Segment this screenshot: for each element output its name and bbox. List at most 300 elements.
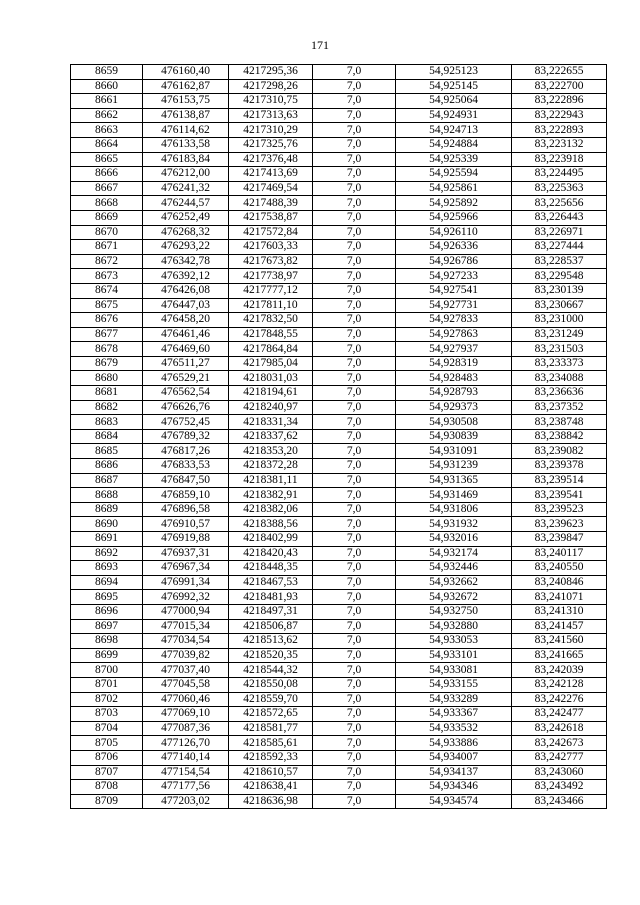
point-number-cell: 8685 [71, 444, 143, 459]
longitude-cell: 83,239623 [512, 517, 607, 532]
x-coordinate-cell: 477060,46 [143, 692, 229, 707]
latitude-cell: 54,927863 [396, 327, 512, 342]
table-row [71, 765, 607, 780]
point-number-cell: 8661 [71, 94, 143, 109]
point-number-cell: 8660 [71, 79, 143, 94]
latitude-cell: 54,931365 [396, 473, 512, 488]
point-number-cell: 8708 [71, 780, 143, 795]
latitude-cell: 54,931091 [396, 444, 512, 459]
point-number-cell: 8672 [71, 254, 143, 269]
point-number-cell: 8700 [71, 663, 143, 678]
longitude-cell: 83,228537 [512, 254, 607, 269]
table-row [71, 750, 607, 765]
longitude-cell: 83,231503 [512, 342, 607, 357]
y-coordinate-cell: 4217673,82 [229, 254, 313, 269]
point-number-cell: 8694 [71, 575, 143, 590]
longitude-cell: 83,238748 [512, 415, 607, 430]
x-coordinate-cell: 476241,32 [143, 181, 229, 196]
latitude-cell: 54,927731 [396, 298, 512, 313]
x-coordinate-cell: 476162,87 [143, 79, 229, 94]
point-number-cell: 8689 [71, 502, 143, 517]
table-row [71, 269, 607, 284]
longitude-cell: 83,222700 [512, 79, 607, 94]
latitude-cell: 54,933101 [396, 648, 512, 663]
x-coordinate-cell: 476426,08 [143, 283, 229, 298]
x-coordinate-cell: 476529,21 [143, 371, 229, 386]
y-coordinate-cell: 4218559,70 [229, 692, 313, 707]
point-number-cell: 8663 [71, 123, 143, 138]
latitude-cell: 54,924884 [396, 137, 512, 152]
longitude-cell: 83,242673 [512, 736, 607, 751]
longitude-cell: 83,240846 [512, 575, 607, 590]
x-coordinate-cell: 476114,62 [143, 123, 229, 138]
x-coordinate-cell: 477203,02 [143, 794, 229, 809]
table-row [71, 79, 607, 94]
y-coordinate-cell: 4217469,54 [229, 181, 313, 196]
latitude-cell: 54,933053 [396, 634, 512, 649]
longitude-cell: 83,225363 [512, 181, 607, 196]
y-coordinate-cell: 4217777,12 [229, 283, 313, 298]
x-coordinate-cell: 477154,54 [143, 765, 229, 780]
point-number-cell: 8703 [71, 707, 143, 722]
point-number-cell: 8706 [71, 750, 143, 765]
y-coordinate-cell: 4217310,75 [229, 94, 313, 109]
value-cell: 7,0 [313, 181, 396, 196]
value-cell: 7,0 [313, 794, 396, 809]
y-coordinate-cell: 4218382,06 [229, 502, 313, 517]
table-row [71, 65, 607, 80]
point-number-cell: 8666 [71, 167, 143, 182]
longitude-cell: 83,222896 [512, 94, 607, 109]
x-coordinate-cell: 477177,56 [143, 780, 229, 795]
value-cell: 7,0 [313, 736, 396, 751]
table-row [71, 707, 607, 722]
table-row [71, 794, 607, 809]
value-cell: 7,0 [313, 400, 396, 415]
x-coordinate-cell: 476910,57 [143, 517, 229, 532]
value-cell: 7,0 [313, 386, 396, 401]
latitude-cell: 54,925145 [396, 79, 512, 94]
longitude-cell: 83,242276 [512, 692, 607, 707]
longitude-cell: 83,241310 [512, 604, 607, 619]
latitude-cell: 54,930839 [396, 429, 512, 444]
value-cell: 7,0 [313, 210, 396, 225]
y-coordinate-cell: 4217325,76 [229, 137, 313, 152]
longitude-cell: 83,242777 [512, 750, 607, 765]
latitude-cell: 54,931806 [396, 502, 512, 517]
x-coordinate-cell: 477015,34 [143, 619, 229, 634]
y-coordinate-cell: 4217488,39 [229, 196, 313, 211]
y-coordinate-cell: 4217603,33 [229, 240, 313, 255]
longitude-cell: 83,226971 [512, 225, 607, 240]
latitude-cell: 54,928793 [396, 386, 512, 401]
value-cell: 7,0 [313, 707, 396, 722]
value-cell: 7,0 [313, 488, 396, 503]
value-cell: 7,0 [313, 429, 396, 444]
point-number-cell: 8686 [71, 459, 143, 474]
value-cell: 7,0 [313, 298, 396, 313]
latitude-cell: 54,933081 [396, 663, 512, 678]
value-cell: 7,0 [313, 648, 396, 663]
x-coordinate-cell: 476160,40 [143, 65, 229, 80]
value-cell: 7,0 [313, 663, 396, 678]
longitude-cell: 83,230139 [512, 283, 607, 298]
y-coordinate-cell: 4217811,10 [229, 298, 313, 313]
table-row [71, 634, 607, 649]
longitude-cell: 83,233373 [512, 356, 607, 371]
table-row [71, 181, 607, 196]
x-coordinate-cell: 477069,10 [143, 707, 229, 722]
y-coordinate-cell: 4218638,41 [229, 780, 313, 795]
point-number-cell: 8673 [71, 269, 143, 284]
y-coordinate-cell: 4217313,63 [229, 108, 313, 123]
point-number-cell: 8662 [71, 108, 143, 123]
y-coordinate-cell: 4218331,34 [229, 415, 313, 430]
longitude-cell: 83,241665 [512, 648, 607, 663]
x-coordinate-cell: 476626,76 [143, 400, 229, 415]
value-cell: 7,0 [313, 240, 396, 255]
point-number-cell: 8702 [71, 692, 143, 707]
x-coordinate-cell: 476268,32 [143, 225, 229, 240]
longitude-cell: 83,239082 [512, 444, 607, 459]
longitude-cell: 83,242477 [512, 707, 607, 722]
table-row [71, 444, 607, 459]
value-cell: 7,0 [313, 677, 396, 692]
table-row [71, 356, 607, 371]
x-coordinate-cell: 476511,27 [143, 356, 229, 371]
x-coordinate-cell: 476833,53 [143, 459, 229, 474]
table-row [71, 473, 607, 488]
x-coordinate-cell: 476392,12 [143, 269, 229, 284]
value-cell: 7,0 [313, 269, 396, 284]
y-coordinate-cell: 4218031,03 [229, 371, 313, 386]
latitude-cell: 54,927833 [396, 313, 512, 328]
y-coordinate-cell: 4218467,53 [229, 575, 313, 590]
value-cell: 7,0 [313, 517, 396, 532]
value-cell: 7,0 [313, 590, 396, 605]
point-number-cell: 8699 [71, 648, 143, 663]
value-cell: 7,0 [313, 108, 396, 123]
table-row [71, 604, 607, 619]
latitude-cell: 54,933289 [396, 692, 512, 707]
longitude-cell: 83,239847 [512, 532, 607, 547]
table-row [71, 137, 607, 152]
table-row [71, 575, 607, 590]
latitude-cell: 54,931239 [396, 459, 512, 474]
x-coordinate-cell: 477039,82 [143, 648, 229, 663]
table-row [71, 488, 607, 503]
longitude-cell: 83,243466 [512, 794, 607, 809]
y-coordinate-cell: 4217538,87 [229, 210, 313, 225]
value-cell: 7,0 [313, 415, 396, 430]
value-cell: 7,0 [313, 313, 396, 328]
longitude-cell: 83,237352 [512, 400, 607, 415]
page-number: 171 [311, 38, 329, 52]
table-row [71, 459, 607, 474]
y-coordinate-cell: 4218544,32 [229, 663, 313, 678]
latitude-cell: 54,931469 [396, 488, 512, 503]
longitude-cell: 83,241560 [512, 634, 607, 649]
table-row [71, 648, 607, 663]
y-coordinate-cell: 4218388,56 [229, 517, 313, 532]
table-row [71, 517, 607, 532]
x-coordinate-cell: 477087,36 [143, 721, 229, 736]
y-coordinate-cell: 4218581,77 [229, 721, 313, 736]
point-number-cell: 8677 [71, 327, 143, 342]
point-number-cell: 8682 [71, 400, 143, 415]
table-row [71, 210, 607, 225]
longitude-cell: 83,230667 [512, 298, 607, 313]
point-number-cell: 8670 [71, 225, 143, 240]
table-row [71, 152, 607, 167]
y-coordinate-cell: 4217848,55 [229, 327, 313, 342]
latitude-cell: 54,932446 [396, 561, 512, 576]
point-number-cell: 8680 [71, 371, 143, 386]
x-coordinate-cell: 476937,31 [143, 546, 229, 561]
point-number-cell: 8698 [71, 634, 143, 649]
x-coordinate-cell: 477140,14 [143, 750, 229, 765]
table-row [71, 692, 607, 707]
longitude-cell: 83,225656 [512, 196, 607, 211]
latitude-cell: 54,925966 [396, 210, 512, 225]
coordinates-table-body [71, 65, 607, 809]
table-row [71, 167, 607, 182]
x-coordinate-cell: 476752,45 [143, 415, 229, 430]
value-cell: 7,0 [313, 634, 396, 649]
y-coordinate-cell: 4218240,97 [229, 400, 313, 415]
point-number-cell: 8709 [71, 794, 143, 809]
x-coordinate-cell: 476919,88 [143, 532, 229, 547]
x-coordinate-cell: 477000,94 [143, 604, 229, 619]
point-number-cell: 8681 [71, 386, 143, 401]
value-cell: 7,0 [313, 283, 396, 298]
y-coordinate-cell: 4218550,08 [229, 677, 313, 692]
value-cell: 7,0 [313, 196, 396, 211]
point-number-cell: 8701 [71, 677, 143, 692]
point-number-cell: 8695 [71, 590, 143, 605]
longitude-cell: 83,222655 [512, 65, 607, 80]
x-coordinate-cell: 476153,75 [143, 94, 229, 109]
y-coordinate-cell: 4218610,57 [229, 765, 313, 780]
value-cell: 7,0 [313, 619, 396, 634]
latitude-cell: 54,930508 [396, 415, 512, 430]
point-number-cell: 8696 [71, 604, 143, 619]
latitude-cell: 54,925064 [396, 94, 512, 109]
point-number-cell: 8704 [71, 721, 143, 736]
x-coordinate-cell: 476458,20 [143, 313, 229, 328]
point-number-cell: 8688 [71, 488, 143, 503]
table-row [71, 736, 607, 751]
latitude-cell: 54,932880 [396, 619, 512, 634]
latitude-cell: 54,928319 [396, 356, 512, 371]
y-coordinate-cell: 4217298,26 [229, 79, 313, 94]
table-row [71, 677, 607, 692]
y-coordinate-cell: 4218592,33 [229, 750, 313, 765]
x-coordinate-cell: 477045,58 [143, 677, 229, 692]
latitude-cell: 54,925339 [396, 152, 512, 167]
value-cell: 7,0 [313, 502, 396, 517]
table-row [71, 532, 607, 547]
latitude-cell: 54,933367 [396, 707, 512, 722]
x-coordinate-cell: 476342,78 [143, 254, 229, 269]
longitude-cell: 83,243060 [512, 765, 607, 780]
latitude-cell: 54,932016 [396, 532, 512, 547]
point-number-cell: 8667 [71, 181, 143, 196]
longitude-cell: 83,242039 [512, 663, 607, 678]
latitude-cell: 54,926336 [396, 240, 512, 255]
value-cell: 7,0 [313, 780, 396, 795]
y-coordinate-cell: 4218382,91 [229, 488, 313, 503]
value-cell: 7,0 [313, 532, 396, 547]
point-number-cell: 8674 [71, 283, 143, 298]
table-row [71, 663, 607, 678]
value-cell: 7,0 [313, 137, 396, 152]
x-coordinate-cell: 476847,50 [143, 473, 229, 488]
longitude-cell: 83,231249 [512, 327, 607, 342]
x-coordinate-cell: 476133,58 [143, 137, 229, 152]
point-number-cell: 8683 [71, 415, 143, 430]
value-cell: 7,0 [313, 225, 396, 240]
point-number-cell: 8671 [71, 240, 143, 255]
table-row [71, 721, 607, 736]
table-row [71, 240, 607, 255]
value-cell: 7,0 [313, 167, 396, 182]
x-coordinate-cell: 476562,54 [143, 386, 229, 401]
x-coordinate-cell: 476859,10 [143, 488, 229, 503]
longitude-cell: 83,239378 [512, 459, 607, 474]
y-coordinate-cell: 4218513,62 [229, 634, 313, 649]
value-cell: 7,0 [313, 459, 396, 474]
point-number-cell: 8693 [71, 561, 143, 576]
y-coordinate-cell: 4218194,61 [229, 386, 313, 401]
table-row [71, 196, 607, 211]
value-cell: 7,0 [313, 123, 396, 138]
table-row [71, 619, 607, 634]
latitude-cell: 54,925861 [396, 181, 512, 196]
value-cell: 7,0 [313, 356, 396, 371]
value-cell: 7,0 [313, 327, 396, 342]
latitude-cell: 54,925892 [396, 196, 512, 211]
x-coordinate-cell: 476896,58 [143, 502, 229, 517]
latitude-cell: 54,933886 [396, 736, 512, 751]
latitude-cell: 54,932662 [396, 575, 512, 590]
longitude-cell: 83,227444 [512, 240, 607, 255]
value-cell: 7,0 [313, 152, 396, 167]
x-coordinate-cell: 476447,03 [143, 298, 229, 313]
longitude-cell: 83,239523 [512, 502, 607, 517]
value-cell: 7,0 [313, 765, 396, 780]
y-coordinate-cell: 4218481,93 [229, 590, 313, 605]
table-row [71, 283, 607, 298]
point-number-cell: 8684 [71, 429, 143, 444]
table-row [71, 108, 607, 123]
latitude-cell: 54,927541 [396, 283, 512, 298]
point-number-cell: 8679 [71, 356, 143, 371]
table-row [71, 342, 607, 357]
latitude-cell: 54,926110 [396, 225, 512, 240]
y-coordinate-cell: 4217572,84 [229, 225, 313, 240]
longitude-cell: 83,239541 [512, 488, 607, 503]
longitude-cell: 83,242128 [512, 677, 607, 692]
latitude-cell: 54,929373 [396, 400, 512, 415]
y-coordinate-cell: 4217310,29 [229, 123, 313, 138]
table-row [71, 298, 607, 313]
longitude-cell: 83,241071 [512, 590, 607, 605]
point-number-cell: 8676 [71, 313, 143, 328]
latitude-cell: 54,932672 [396, 590, 512, 605]
point-number-cell: 8669 [71, 210, 143, 225]
point-number-cell: 8690 [71, 517, 143, 532]
y-coordinate-cell: 4218448,35 [229, 561, 313, 576]
y-coordinate-cell: 4218337,62 [229, 429, 313, 444]
x-coordinate-cell: 476183,84 [143, 152, 229, 167]
x-coordinate-cell: 477126,70 [143, 736, 229, 751]
x-coordinate-cell: 477037,40 [143, 663, 229, 678]
y-coordinate-cell: 4218381,11 [229, 473, 313, 488]
x-coordinate-cell: 476789,32 [143, 429, 229, 444]
value-cell: 7,0 [313, 692, 396, 707]
value-cell: 7,0 [313, 342, 396, 357]
longitude-cell: 83,240117 [512, 546, 607, 561]
y-coordinate-cell: 4217413,69 [229, 167, 313, 182]
latitude-cell: 54,934007 [396, 750, 512, 765]
point-number-cell: 8697 [71, 619, 143, 634]
longitude-cell: 83,234088 [512, 371, 607, 386]
latitude-cell: 54,934137 [396, 765, 512, 780]
value-cell: 7,0 [313, 94, 396, 109]
table-row [71, 400, 607, 415]
y-coordinate-cell: 4218497,31 [229, 604, 313, 619]
point-number-cell: 8665 [71, 152, 143, 167]
longitude-cell: 83,229548 [512, 269, 607, 284]
value-cell: 7,0 [313, 371, 396, 386]
latitude-cell: 54,933155 [396, 677, 512, 692]
value-cell: 7,0 [313, 561, 396, 576]
x-coordinate-cell: 477034,54 [143, 634, 229, 649]
point-number-cell: 8705 [71, 736, 143, 751]
table-row [71, 429, 607, 444]
value-cell: 7,0 [313, 546, 396, 561]
longitude-cell: 83,226443 [512, 210, 607, 225]
point-number-cell: 8678 [71, 342, 143, 357]
x-coordinate-cell: 476991,34 [143, 575, 229, 590]
y-coordinate-cell: 4218585,61 [229, 736, 313, 751]
latitude-cell: 54,933532 [396, 721, 512, 736]
table-row [71, 313, 607, 328]
y-coordinate-cell: 4218420,43 [229, 546, 313, 561]
longitude-cell: 83,236636 [512, 386, 607, 401]
y-coordinate-cell: 4218520,35 [229, 648, 313, 663]
latitude-cell: 54,924931 [396, 108, 512, 123]
latitude-cell: 54,934346 [396, 780, 512, 795]
latitude-cell: 54,927233 [396, 269, 512, 284]
x-coordinate-cell: 476817,26 [143, 444, 229, 459]
latitude-cell: 54,925123 [396, 65, 512, 80]
latitude-cell: 54,932750 [396, 604, 512, 619]
longitude-cell: 83,239514 [512, 473, 607, 488]
value-cell: 7,0 [313, 65, 396, 80]
x-coordinate-cell: 476252,49 [143, 210, 229, 225]
table-row [71, 546, 607, 561]
value-cell: 7,0 [313, 604, 396, 619]
value-cell: 7,0 [313, 79, 396, 94]
longitude-cell: 83,243492 [512, 780, 607, 795]
point-number-cell: 8659 [71, 65, 143, 80]
y-coordinate-cell: 4218372,28 [229, 459, 313, 474]
y-coordinate-cell: 4218506,87 [229, 619, 313, 634]
longitude-cell: 83,238842 [512, 429, 607, 444]
longitude-cell: 83,222943 [512, 108, 607, 123]
